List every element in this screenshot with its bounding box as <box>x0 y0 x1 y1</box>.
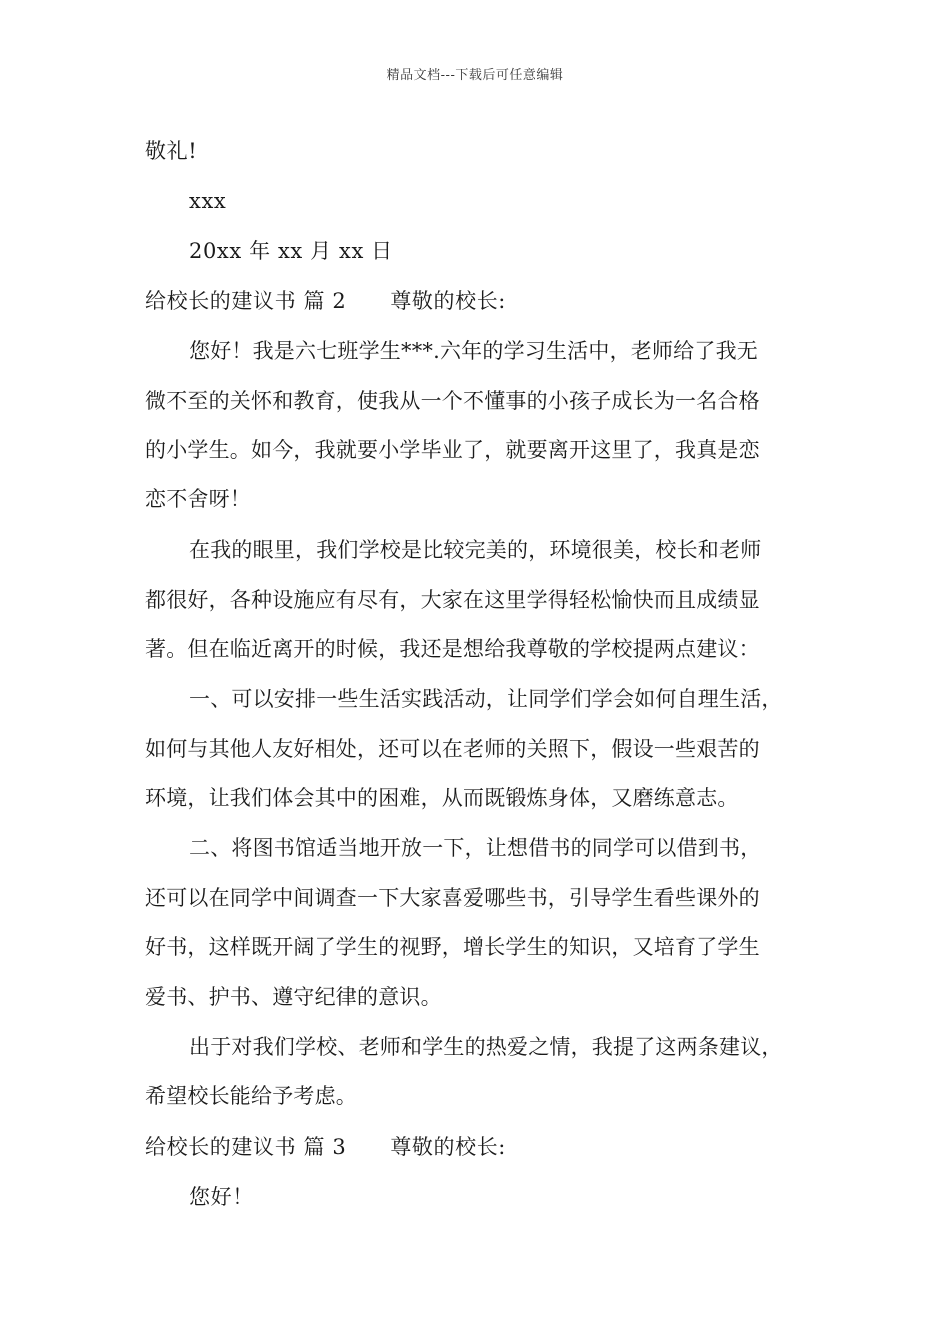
letter2-line-6: 都很好，各种设施应有尽有，大家在这里学得轻松愉快而且成绩显 <box>145 588 760 612</box>
letter3-salutation: 尊敬的校长: <box>390 1135 506 1159</box>
letter3-greeting: 您好！ <box>189 1185 254 1209</box>
date-line: 20xx 年 xx 月 xx 日 <box>189 239 393 263</box>
letter2-line-7: 著。但在临近离开的时候，我还是想给我尊敬的学校提两点建议： <box>145 637 760 661</box>
letter2-line-16: 希望校长能给予考虑。 <box>145 1084 357 1108</box>
closing-salute: 敬礼! <box>145 139 198 163</box>
page-header: 精品文档---下载后可任意编辑 <box>386 68 564 83</box>
letter2-line-11: 二、将图书馆适当地开放一下，让想借书的同学可以借到书， <box>189 836 762 860</box>
letter2-line-2: 微不至的关怀和教育，使我从一个不懂事的小孩子成长为一名合格 <box>145 389 760 413</box>
letter2-heading <box>145 287 506 315</box>
letter2-line-9: 如何与其他人友好相处，还可以在老师的关照下，假设一些艰苦的 <box>145 737 760 761</box>
letter2-title: 给校长的建议书 篇 2 <box>145 289 347 313</box>
letter3-heading <box>145 1133 506 1161</box>
letter2-line-4: 恋不舍呀！ <box>145 487 251 511</box>
letter2-line-15: 出于对我们学校、老师和学生的热爱之情，我提了这两条建议， <box>189 1035 783 1059</box>
letter2-line-13: 好书，这样既开阔了学生的视野，增长学生的知识，又培育了学生 <box>145 935 760 959</box>
letter3-title: 给校长的建议书 篇 3 <box>145 1135 347 1159</box>
letter2-line-5: 在我的眼里，我们学校是比较完美的，环境很美，校长和老师 <box>189 538 762 562</box>
letter2-line-1: 您好！我是六七班学生***.六年的学习生活中，老师给了我无 <box>189 339 758 363</box>
letter2-line-14: 爱书、护书、遵守纪律的意识。 <box>145 985 442 1009</box>
signature: xxx <box>189 189 227 213</box>
letter2-line-8: 一、可以安排一些生活实践活动，让同学们学会如何自理生活， <box>189 687 783 711</box>
letter2-salutation: 尊敬的校长: <box>390 289 506 313</box>
letter2-line-3: 的小学生。如今，我就要小学毕业了，就要离开这里了，我真是恋 <box>145 438 760 462</box>
letter2-line-10: 环境，让我们体会其中的困难，从而既锻炼身体，又磨练意志。 <box>145 786 739 810</box>
letter2-line-12: 还可以在同学中间调查一下大家喜爱哪些书，引导学生看些课外的 <box>145 886 760 910</box>
